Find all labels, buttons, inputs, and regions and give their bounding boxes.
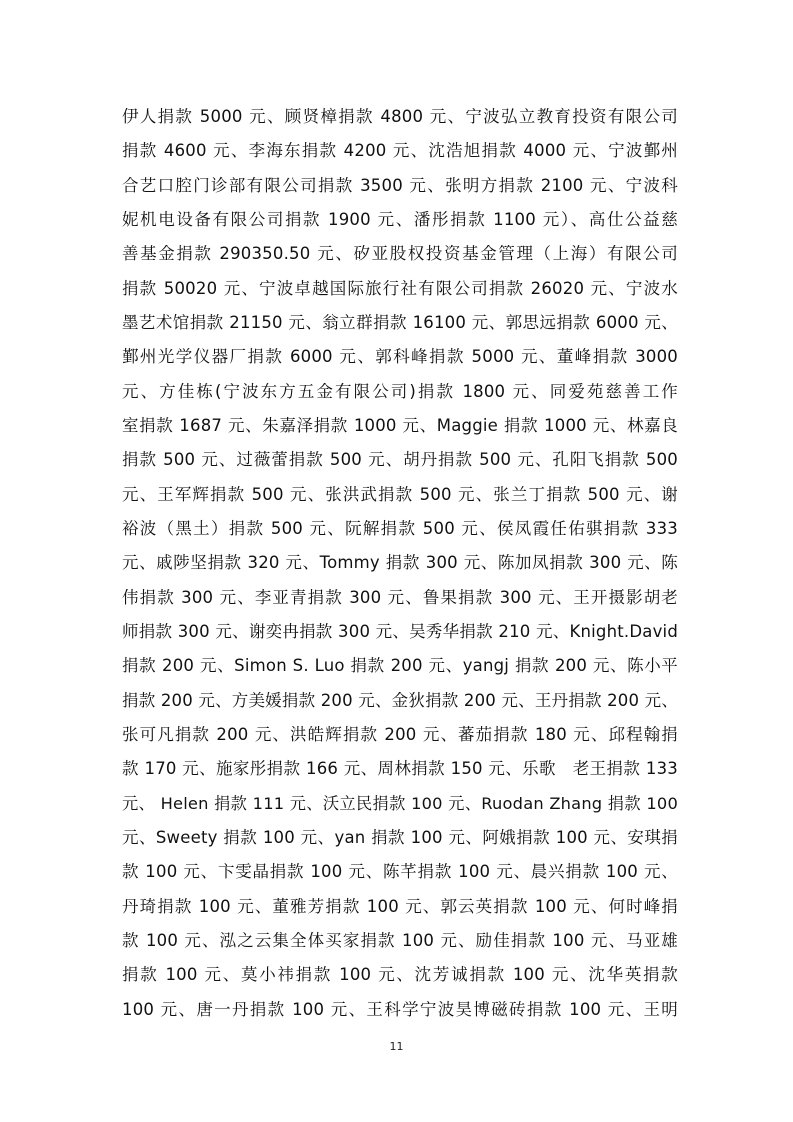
- text-line: 元、王军辉捐款 500 元、张洪武捐款 500 元、张兰丁捐款 500 元、谢: [122, 484, 678, 504]
- text-line: 款 170 元、施家彤捐款 166 元、周林捐款 150 元、乐歌 老王捐款 133: [122, 759, 678, 779]
- text-line: 鄞州光学仪器厂捐款 6000 元、郭科峰捐款 5000 元、董峰捐款 3000: [122, 347, 678, 367]
- text-line: 伊人捐款 5000 元、顾贤樟捐款 4800 元、宁波弘立教育投资有限公司: [122, 107, 678, 126]
- page-number: 11: [389, 1040, 404, 1053]
- text-line: 张可凡捐款 200 元、洪皓辉捐款 200 元、蕃茄捐款 180 元、邱程翰捐: [122, 724, 678, 744]
- text-line: 室捐款 1687 元、朱嘉泽捐款 1000 元、Maggie 捐款 1000 元、林嘉良: [122, 415, 678, 435]
- text-line: 捐款 50020 元、宁波卓越国际旅行社有限公司捐款 26020 元、宁波水: [122, 278, 678, 298]
- text-line: 元、 Helen 捐款 111 元、沃立民捐款 100 元、Ruodan Zhang 捐款 100: [122, 793, 678, 813]
- text-line: 丹琦捐款 100 元、董雅芳捐款 100 元、郭云英捐款 100 元、何时峰捐: [122, 896, 678, 916]
- text-line: 捐款 4600 元、李海东捐款 4200 元、沈浩旭捐款 4000 元、宁波鄞州: [122, 141, 678, 161]
- text-line: 师捐款 300 元、谢奕冉捐款 300 元、吴秀华捐款 210 元、Knight.David: [122, 621, 678, 641]
- text-line: 100 元、唐一丹捐款 100 元、王科学宁波昊博磁砖捐款 100 元、王明: [122, 999, 678, 1019]
- text-line: 合艺口腔门诊部有限公司捐款 3500 元、张明方捐款 2100 元、宁波科: [122, 175, 678, 195]
- text-line: 捐款 500 元、过薇蕾捐款 500 元、胡丹捐款 500 元、孔阳飞捐款 500: [122, 450, 678, 470]
- text-line: 元、Sweety 捐款 100 元、yan 捐款 100 元、阿娥捐款 100 元、安琪捐: [122, 827, 678, 847]
- text-line: 伟捐款 300 元、李亚青捐款 300 元、鲁果捐款 300 元、王开摄影胡老: [122, 587, 678, 607]
- donation-list-text: [122, 100, 678, 1027]
- text-line: 裕波（黑土）捐款 500 元、阮解捐款 500 元、侯凤霞任佑骐捐款 333: [122, 518, 678, 538]
- text-line: 元、方佳栋(宁波东方五金有限公司)捐款 1800 元、同爱苑慈善工作: [122, 381, 678, 401]
- text-line: 捐款 200 元、方美媛捐款 200 元、金狄捐款 200 元、王丹捐款 200 元、: [122, 690, 679, 710]
- text-line: 捐款 100 元、莫小祎捐款 100 元、沈芳诚捐款 100 元、沈华英捐款: [122, 965, 678, 985]
- text-line: 款 100 元、泓之云集全体买家捐款 100 元、励佳捐款 100 元、马亚雄: [122, 930, 678, 950]
- text-line: 妮机电设备有限公司捐款 1900 元、潘彤捐款 1100 元）、高仕公益慈: [122, 209, 678, 229]
- text-line: 元、戚陟坚捐款 320 元、Tommy 捐款 300 元、陈加凤捐款 300 元、陈: [122, 553, 678, 573]
- text-line: 善基金捐款 290350.50 元、矽亚股权投资基金管理（上海）有限公司: [122, 244, 678, 264]
- text-line: 墨艺术馆捐款 21150 元、翁立群捐款 16100 元、郭思远捐款 6000 元、: [122, 312, 678, 332]
- text-line: 捐款 200 元、Simon S. Luo 捐款 200 元、yangj 捐款 200 元、陈小平: [122, 656, 678, 676]
- text-line: 款 100 元、卞雯晶捐款 100 元、陈芊捐款 100 元、晨兴捐款 100 元、: [122, 862, 678, 882]
